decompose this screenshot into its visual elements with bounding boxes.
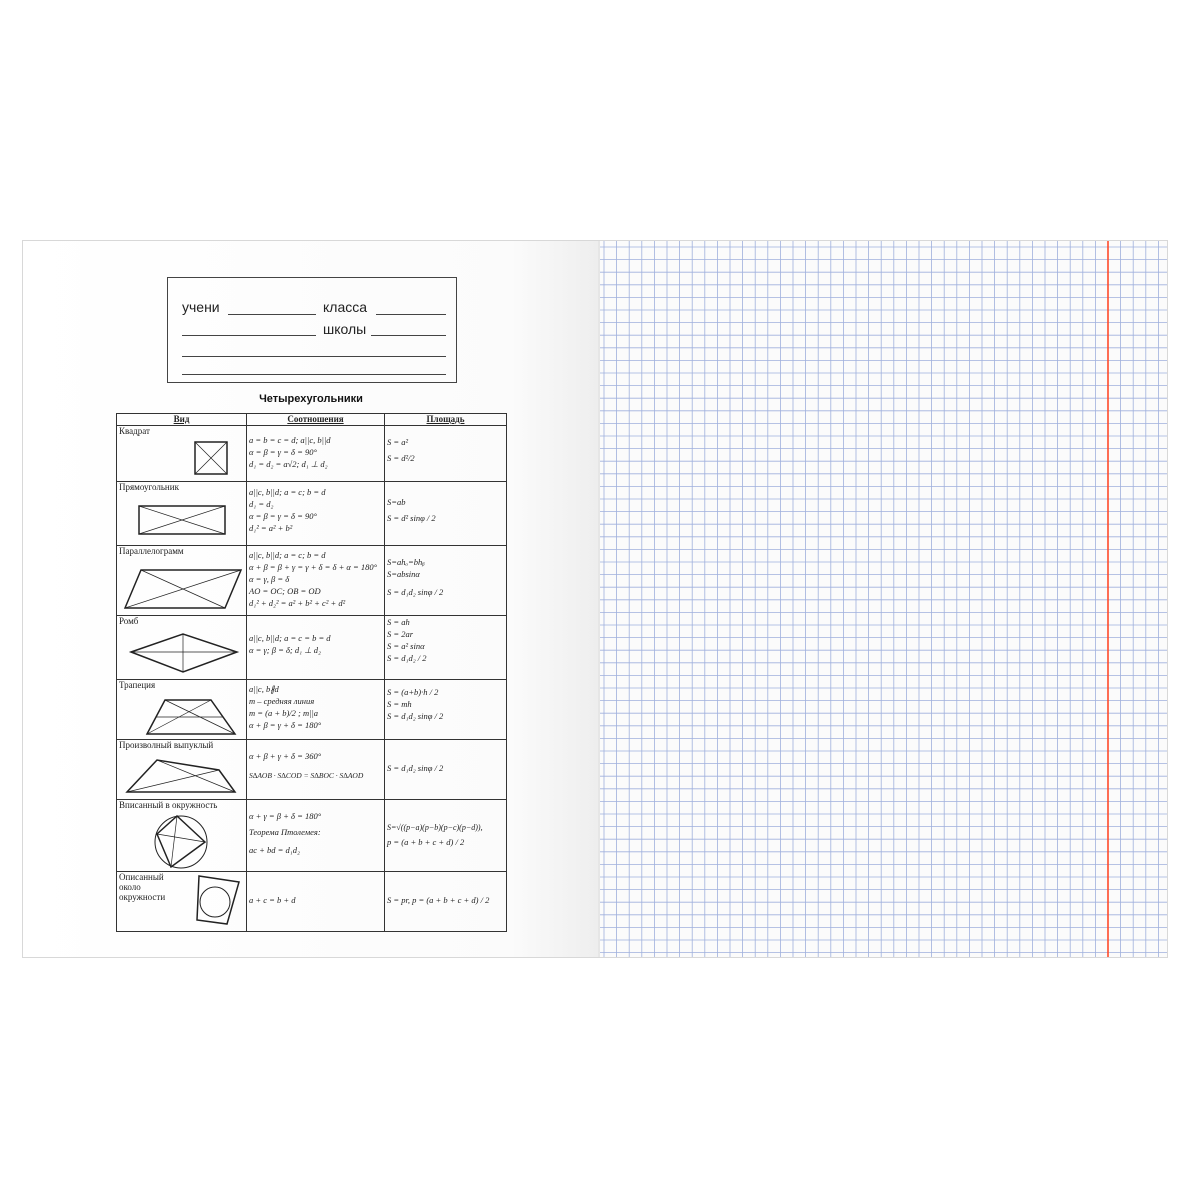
type-name: Трапеция (119, 680, 156, 690)
type-name: Описанный около окружности (119, 872, 166, 902)
relation-line: α = β = γ = δ = 90° (249, 511, 317, 521)
area-line: S = ah (387, 617, 410, 627)
relation-line: α + β + γ + δ = 360° (249, 751, 322, 761)
relations-cell (247, 800, 385, 872)
type-cell (117, 482, 247, 546)
area-cell (385, 426, 507, 482)
right-page-grid (600, 241, 1167, 957)
inscribed-quadrilateral-figure (119, 812, 243, 870)
header-relations: Соотношения (247, 414, 385, 426)
type-name: Вписанный в окружность (119, 800, 218, 810)
notebook-spread (22, 240, 1168, 958)
relation-line: a = b = c = d; a||c, b||d (249, 435, 331, 445)
type-cell (117, 546, 247, 616)
relation-line: d₁² + d₂² = a² + b² + c² + d² (249, 598, 346, 608)
area-line: S = d₁d₂ sinφ / 2 (387, 711, 444, 721)
relation-line: α + β = γ + δ = 180° (249, 720, 322, 730)
relations-cell (247, 426, 385, 482)
rectangle-figure (119, 494, 243, 540)
area-line: S=absinα (387, 569, 420, 579)
type-name: Квадрат (119, 426, 150, 436)
type-cell (117, 616, 247, 680)
header-area: Площадь (385, 414, 507, 426)
label-klassa: класса (323, 299, 368, 315)
relation-line: ac + bd = d₁d₂ (249, 845, 300, 855)
type-cell (117, 426, 247, 482)
relation-line: a + c = b + d (249, 895, 296, 905)
area-cell (385, 680, 507, 740)
quadrilaterals-table (116, 413, 507, 932)
name-label-box (167, 277, 457, 383)
fill-line-class (376, 314, 446, 315)
relation-line: d₁ = d₂ (249, 499, 274, 509)
square-figure (119, 438, 243, 478)
relation-line: a||c, b∦d (249, 684, 279, 694)
area-line: S = a² (387, 437, 409, 447)
relation-line: α = γ; β = δ; d₁ ⊥ d₂ (249, 645, 321, 655)
convex-quadrilateral-figure (119, 752, 243, 798)
table-row (117, 482, 507, 546)
table-row (117, 872, 507, 932)
relations-cell (247, 546, 385, 616)
table-row (117, 680, 507, 740)
area-line: S = 2ar (387, 629, 414, 639)
squared-grid (600, 241, 1167, 957)
relation-line: d₁ = d₂ = a√2; d₁ ⊥ d₂ (249, 459, 328, 469)
area-line: S = (a+b)·h / 2 (387, 687, 439, 697)
relation-line: m – средняя линия (249, 696, 315, 706)
fill-line-school (371, 335, 446, 336)
rhombus-figure (119, 628, 243, 676)
area-cell (385, 740, 507, 800)
area-line: S=ahₐ=bhᵦ (387, 557, 425, 567)
relations-cell (247, 872, 385, 932)
area-line: S = d²/2 (387, 453, 415, 463)
relations-cell (247, 680, 385, 740)
table-title: Четырехугольники (259, 393, 363, 405)
header-type: Вид (117, 414, 247, 426)
area-cell (385, 546, 507, 616)
type-cell (117, 680, 247, 740)
relation-line: α + β = β + γ = γ + δ = δ + α = 180° (249, 562, 378, 572)
table-header-row (117, 414, 507, 426)
fill-line-4 (182, 374, 446, 375)
label-uchenik: учени (182, 299, 220, 315)
type-cell (117, 800, 247, 872)
area-line: p = (a + b + c + d) / 2 (387, 837, 465, 847)
relation-line: AO = OC; OB = OD (249, 586, 321, 596)
table-row (117, 800, 507, 872)
type-name: Ромб (119, 616, 139, 626)
table-row (117, 740, 507, 800)
area-cell (385, 800, 507, 872)
type-name: Прямоугольник (119, 482, 179, 492)
relation-line: a||c, b||d; a = c = b = d (249, 633, 331, 643)
circumscribed-quadrilateral-figure (187, 872, 245, 928)
relation-line: m = (a + b)/2 ; m||a (249, 708, 319, 718)
relation-line: α + γ = β + δ = 180° (249, 811, 322, 821)
relation-line: a||c, b||d; a = c; b = d (249, 487, 326, 497)
type-cell (117, 872, 247, 932)
type-cell (117, 740, 247, 800)
relation-line: α = β = γ = δ = 90° (249, 447, 317, 457)
area-line: S=√((p−a)(p−b)(p−c)(p−d)), (387, 823, 483, 832)
area-line: S = d₁d₂ sinφ / 2 (387, 587, 444, 597)
fill-line-2 (182, 335, 316, 336)
area-line: S = a² sinα (387, 641, 425, 651)
parallelogram-figure (119, 558, 243, 612)
relation-line: Теорема Птолемея: (249, 827, 321, 837)
table-row (117, 546, 507, 616)
relation-line: α = γ, β = δ (249, 574, 290, 584)
area-cell (385, 482, 507, 546)
area-cell (385, 616, 507, 680)
type-name: Произволный выпуклый (119, 740, 214, 750)
area-cell (385, 872, 507, 932)
area-line: S = d₁d₂ sinφ / 2 (387, 763, 444, 773)
relations-cell (247, 616, 385, 680)
relations-cell (247, 482, 385, 546)
area-line: S = d² sinφ / 2 (387, 513, 436, 523)
area-line: S = pr, p = (a + b + c + d) / 2 (387, 895, 490, 905)
table-row (117, 426, 507, 482)
left-page-cover-inside (23, 241, 598, 957)
fill-line-student (228, 314, 316, 315)
type-name: Параллелограмм (119, 546, 184, 556)
label-shkoly: школы (323, 321, 367, 337)
area-line: S = d₁d₂ / 2 (387, 653, 427, 663)
relation-line: S∆AOB · S∆COD = S∆BOC · S∆AOD (249, 771, 364, 780)
table-row (117, 616, 507, 680)
fill-line-3 (182, 356, 446, 357)
area-line: S=ab (387, 497, 406, 507)
area-line: S = mh (387, 699, 412, 709)
trapezoid-figure (119, 692, 243, 738)
relation-line: d₁² = a² + b² (249, 523, 293, 533)
relation-line: a||c, b||d; a = c; b = d (249, 550, 326, 560)
relations-cell (247, 740, 385, 800)
